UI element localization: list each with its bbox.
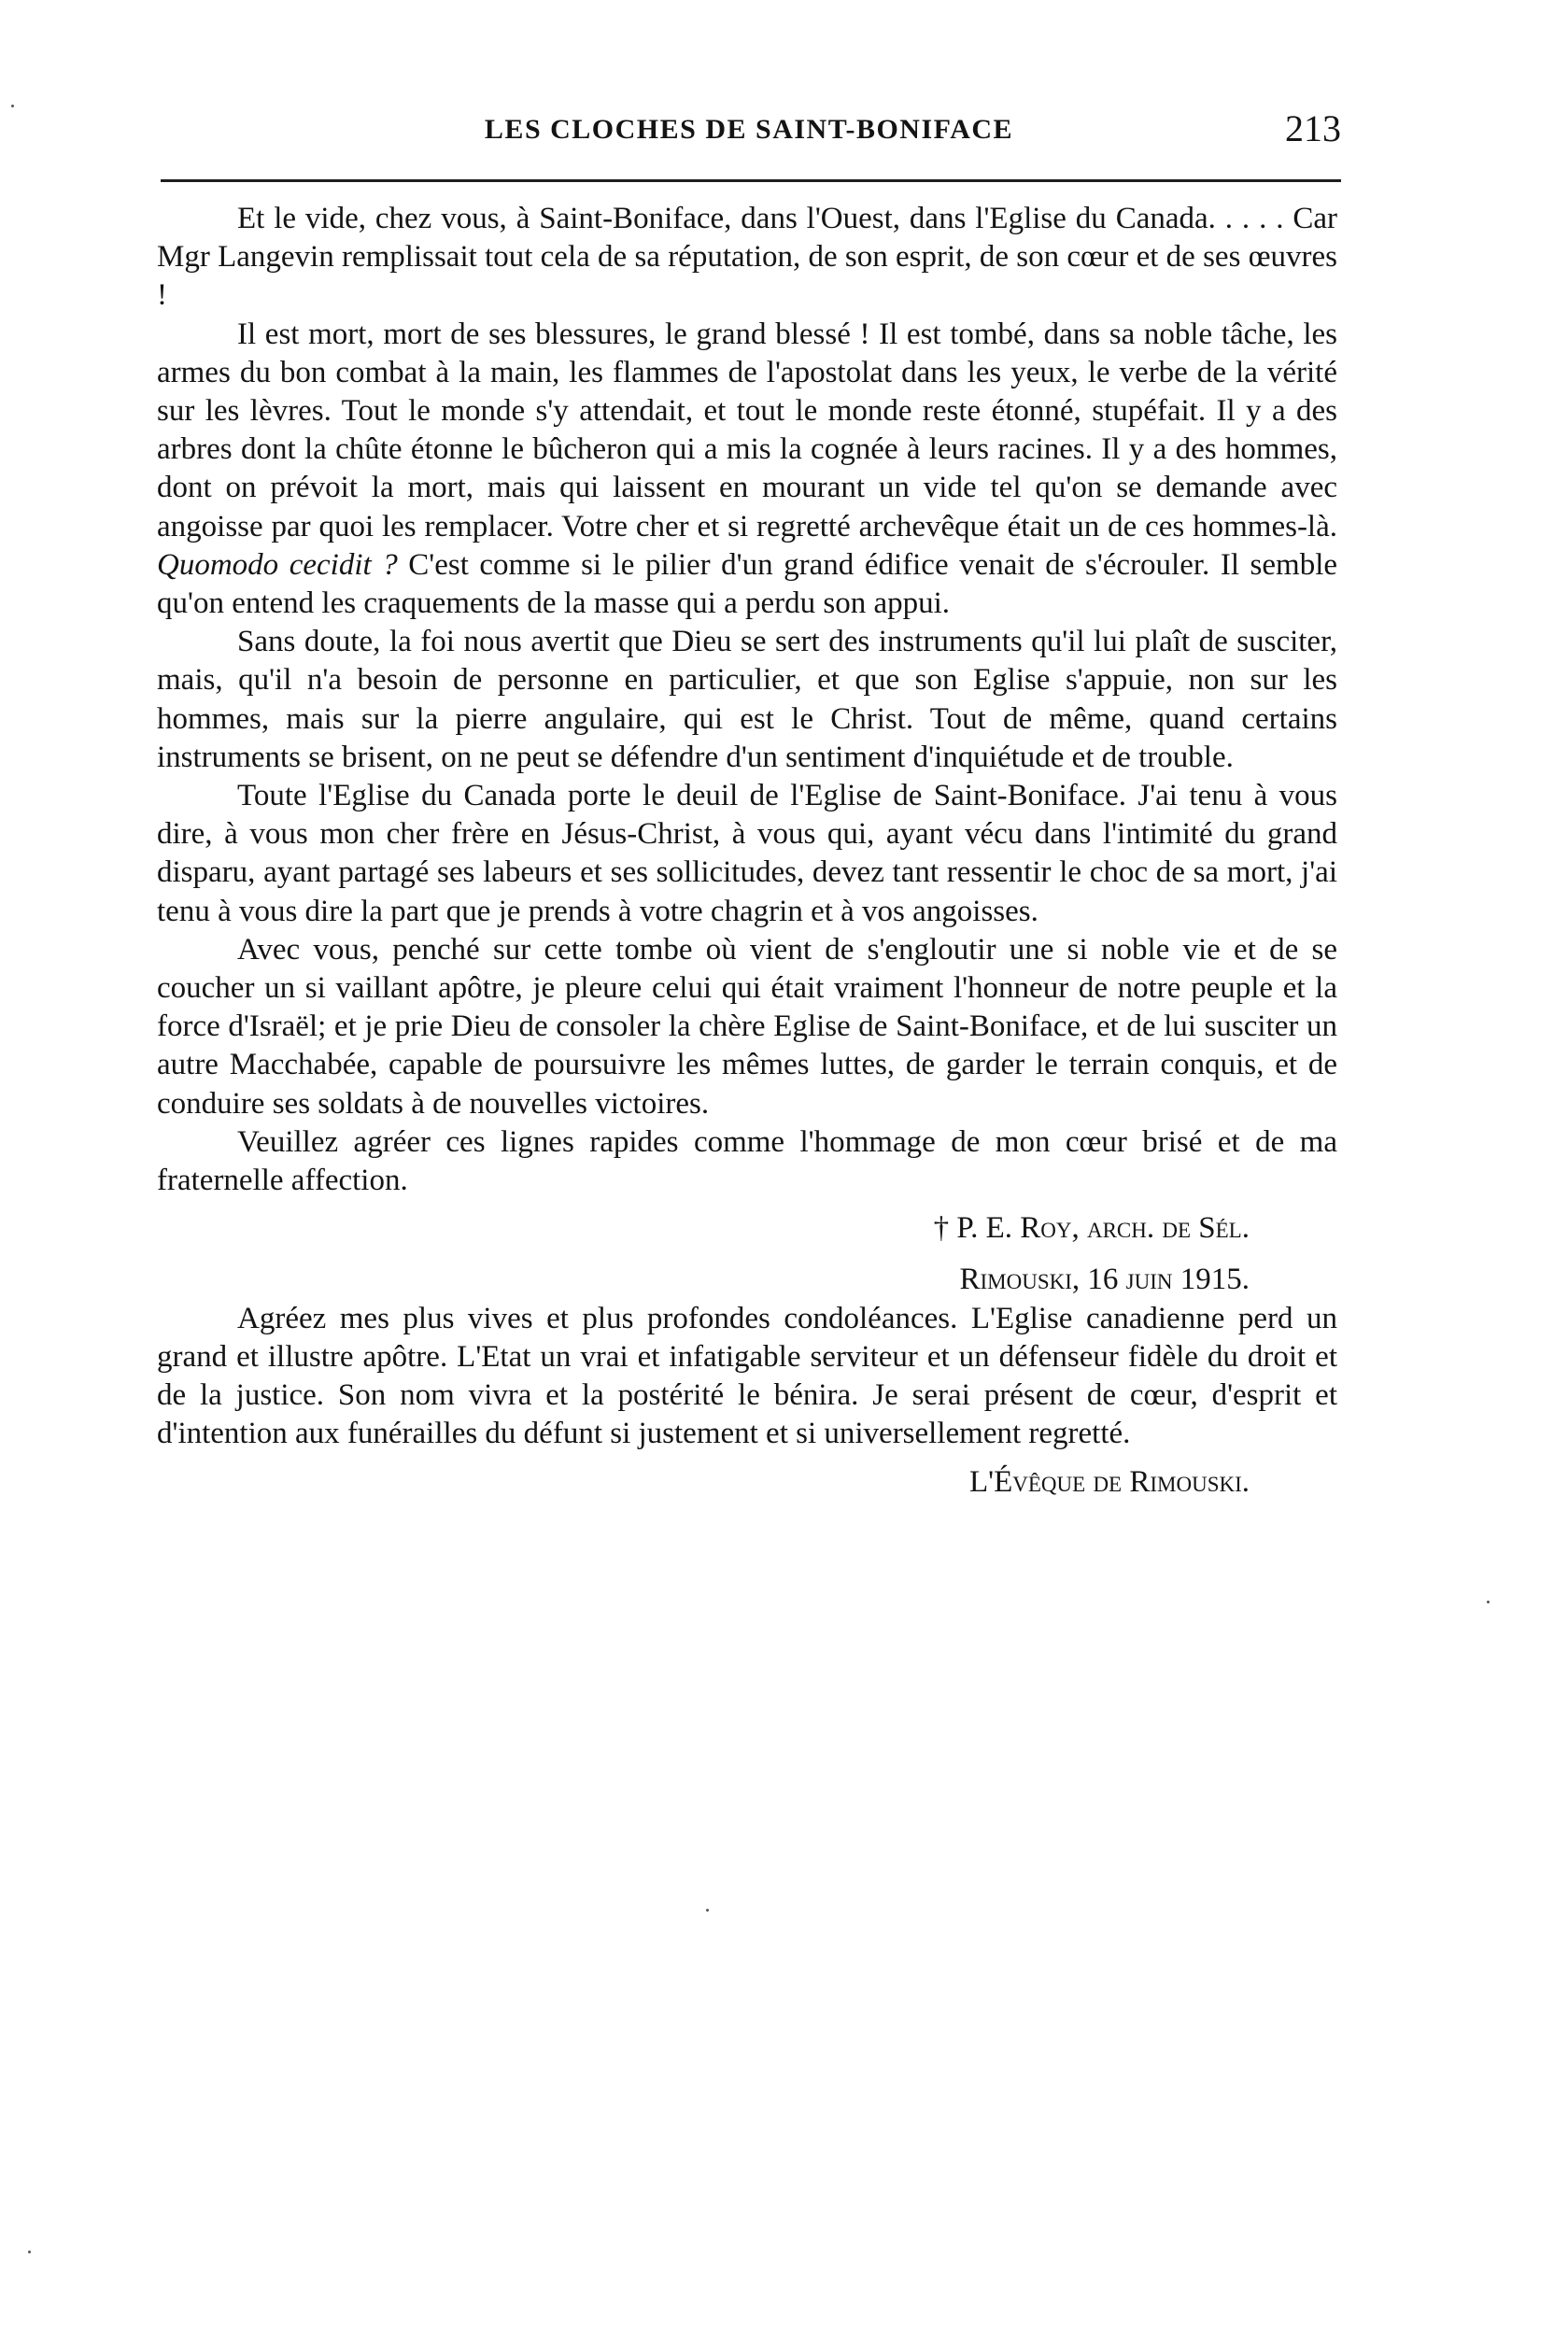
- running-head: LES CLOCHES DE SAINT-BONIFACE: [484, 114, 1014, 145]
- scan-speck: [11, 105, 14, 107]
- paragraph-2: [157, 316, 1337, 624]
- scan-speck: [706, 1909, 709, 1912]
- latin-quote: Quomodo cecidit ?: [157, 547, 398, 582]
- paragraph-4: Toute l'Eglise du Canada porte le deuil de l'Eglise de Saint-Boniface. J'ai tenu à vous dire, à vous mon cher frère en Jésus-Christ, à vous qui, ayant vécu dans l'intimité du grand disparu, ayant partagé ses labeurs et ses sollicitudes, devez tant ressentir le choc de sa mort, j'ai tenu à vous dire la part que je prends à votre chagrin et à vos angoisses.: [157, 779, 1337, 928]
- signature-bishop: L'Évêque de Rimouski.: [969, 1464, 1250, 1499]
- dateline: Rimouski, 16 juin 1915.: [959, 1263, 1250, 1297]
- paragraph-6: Veuillez agréer ces lignes rapides comme l'hommage de mon cœur brisé et de ma fraternelle affection.: [157, 1124, 1337, 1198]
- signature-archbishop: † P. E. Roy, arch. de Sél.: [933, 1211, 1250, 1246]
- header-rule: [161, 179, 1341, 182]
- page-number: 213: [1285, 107, 1341, 149]
- paragraph-3: Sans doute, la foi nous avertit que Dieu se sert des instruments qu'il lui plaît de susciter, mais, qu'il n'a besoin de personne en particulier, et que son Eglise s'appuie, non sur les hommes, mais sur la pierre angulaire, qui est le Christ. Tout de même, quand certains instruments se brisent, on ne peut se défendre d'un sentiment d'inquiétude et de trouble.: [157, 625, 1337, 774]
- body-text: [157, 200, 1337, 1502]
- paragraph-2-text-a: Il est mort, mort de ses blessures, le grand blessé ! Il est tombé, dans sa noble tâche, les armes du bon combat à la main, les flammes de l'apostolat dans les yeux, le verbe de la vérité sur les lèvres. Tout le monde s'y attendait, et tout le monde reste étonné, stupéfait. Il y a des arbres dont la chûte étonne le bûcheron qui a mis la cognée à leurs racines. Il y a des hommes, dont on prévoit la mort, mais qui laissent en mourant un vide tel qu'on se demande avec angoisse par quoi les remplacer. Votre cher et si regretté archevêque était un de ces hommes-là.: [157, 317, 1337, 543]
- page-header: [157, 101, 1341, 157]
- paragraph-7: Agréez mes plus vives et plus profondes condoléances. L'Eglise canadienne perd un grand et illustre apôtre. L'Etat un vrai et infatigable serviteur et un défenseur fidèle du droit et de la justice. Son nom vivra et la postérité le bénira. Je serai présent de cœur, d'esprit et d'intention aux funérailles du défunt si justement et si universellement regretté.: [157, 1301, 1337, 1451]
- scan-speck: [1487, 1601, 1490, 1603]
- paragraph-1: Et le vide, chez vous, à Saint-Boniface, dans l'Ouest, dans l'Eglise du Canada. . . . . Car Mgr Langevin remplissait tout cela de sa réputation, de son esprit, de son cœur et de ses œuvres !: [157, 202, 1337, 313]
- paragraph-5: Avec vous, penché sur cette tombe où vient de s'engloutir une si noble vie et de se coucher un si vaillant apôtre, je pleure celui qui était vraiment l'honneur de notre peuple et la force d'Israël; et je prie Dieu de consoler la chère Eglise de Saint-Boniface, et de lui susciter un autre Macchabée, capable de poursuivre les mêmes luttes, de garder le terrain conquis, et de conduire ses soldats à de nouvelles victoires.: [157, 932, 1337, 1121]
- paragraph-2-text-b: C'est comme si le pilier d'un grand édifice venait de s'écrouler. Il semble qu'on entend les craquements de la masse qui a perdu son appui.: [157, 547, 1338, 621]
- scan-speck: [28, 2251, 31, 2253]
